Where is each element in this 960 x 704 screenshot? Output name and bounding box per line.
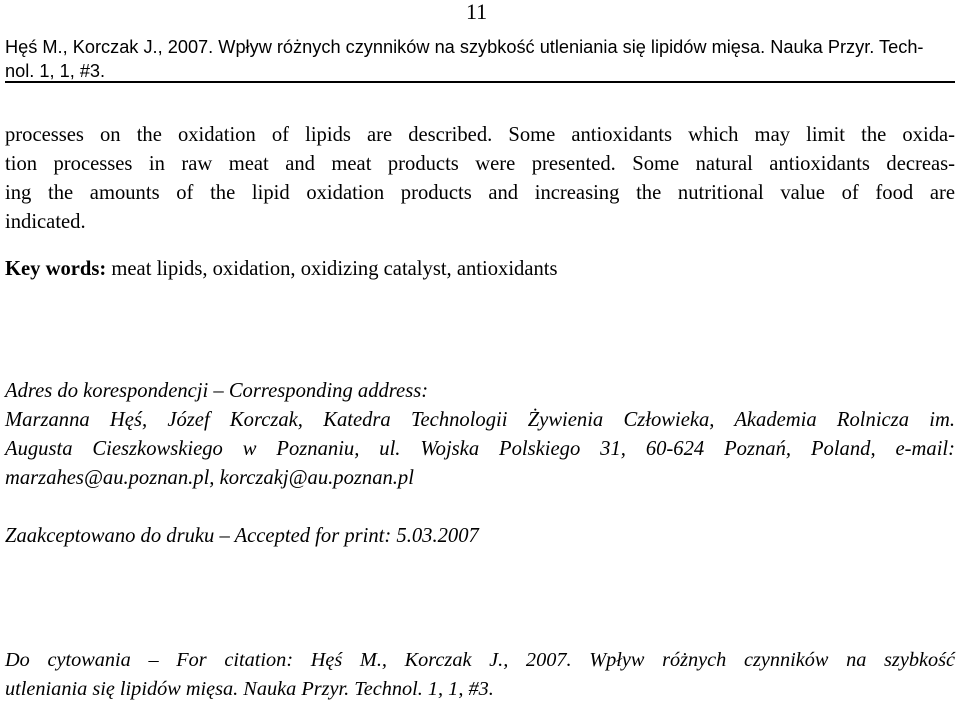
running-head-line: nol. 1, 1, #3.	[5, 61, 106, 81]
address-line: Marzanna Hęś, Józef Korczak, Katedra Technologii Żywienia Człowieka, Akademia Rolnicza im.	[5, 409, 955, 431]
address-line: marzahes@au.poznan.pl, korczakj@au.poznan.pl	[5, 467, 414, 489]
correspondence-address	[5, 377, 955, 493]
keywords-text: meat lipids, oxidation, oxidizing catalyst, antioxidants	[106, 258, 558, 280]
keywords-label: Key words:	[5, 258, 107, 280]
abstract-line: indicated.	[5, 211, 86, 233]
citation-line: utleniania się lipidów mięsa. Nauka Przyr. Technol. 1, 1, #3.	[5, 678, 494, 700]
abstract-line: processes on the oxidation of lipids are described. Some antioxidants which may limit the oxida-	[5, 124, 955, 146]
address-line: Augusta Cieszkowskiego w Poznaniu, ul. Wojska Polskiego 31, 60-624 Poznań, Poland, e-mail:	[5, 438, 955, 460]
citation-line: Do cytowania – For citation: Hęś M., Korczak J., 2007. Wpływ różnych czynników na szybkość	[5, 649, 955, 671]
page-number: 11	[466, 0, 488, 24]
header-rule	[5, 81, 955, 83]
address-line: Adres do korespondencji – Corresponding address:	[5, 380, 429, 402]
running-head-line: Hęś M., Korczak J., 2007. Wpływ różnych czynników na szybkość utleniania się lipidów mięsa. Nauka Przyr. Tech-	[5, 37, 924, 57]
keywords	[5, 255, 955, 284]
keywords-line	[5, 255, 955, 284]
running-head	[5, 35, 955, 83]
abstract-line: ing the amounts of the lipid oxidation products and increasing the nutritional value of food are	[5, 182, 955, 204]
citation	[5, 646, 955, 704]
accepted-line: Zaakceptowano do druku – Accepted for print: 5.03.2007	[5, 525, 479, 547]
accepted-date	[5, 522, 955, 551]
abstract-paragraph	[5, 121, 955, 237]
abstract-line: tion processes in raw meat and meat products were presented. Some natural antioxidants decreas-	[5, 153, 955, 175]
